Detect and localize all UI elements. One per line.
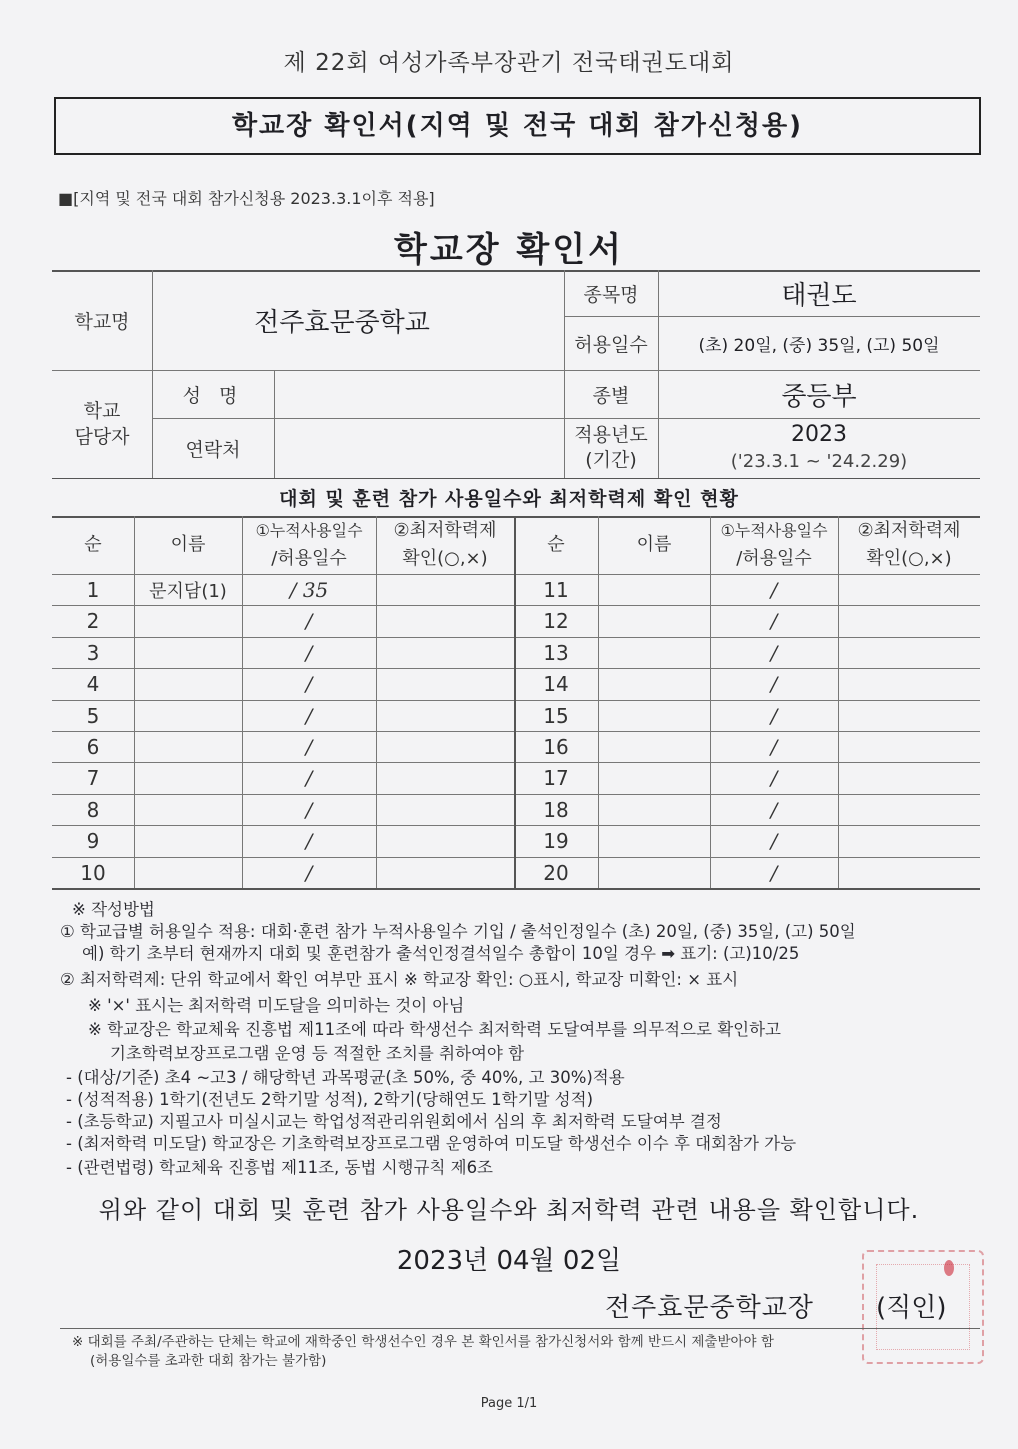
row-name — [134, 605, 242, 636]
row-check — [376, 668, 514, 699]
row-no: 19 — [543, 828, 569, 853]
row-name — [134, 637, 242, 668]
year-value-cell — [658, 418, 980, 478]
row-name — [598, 825, 710, 856]
footer-note — [72, 1333, 774, 1371]
header-no: 순 — [84, 534, 102, 555]
note-line: ※ 학교장은 학교체육 진흥법 제11조에 따라 학생선수 최저학력 도달여부를 의무적으로 확인하고 — [88, 1020, 781, 1039]
row-no: 1 — [86, 577, 100, 602]
row-days: / — [770, 640, 778, 665]
row-check — [838, 762, 980, 793]
row-check — [376, 825, 514, 856]
event-label: 종목명 — [583, 283, 639, 306]
header-academic-line1: ②최저학력제 — [857, 520, 961, 541]
apply-note: ■[지역 및 전국 대회 참가신청용 2023.3.1이후 적용] — [58, 189, 435, 208]
row-check — [376, 794, 514, 825]
row-check — [838, 574, 980, 605]
row-no: 13 — [543, 640, 569, 665]
header-academic — [376, 516, 514, 574]
row-name — [598, 857, 710, 888]
row-name — [134, 762, 242, 793]
row-days: / 35 — [289, 577, 329, 602]
row-days: / — [305, 608, 313, 633]
period-value: ('23.3.1 ~ '24.2.29) — [730, 451, 908, 472]
row-no: 12 — [543, 608, 569, 633]
row-days: / — [770, 797, 778, 822]
row-name — [134, 731, 242, 762]
note-line: ② 최저학력제: 단위 학교에서 확인 여부만 표시 ※ 학교장 확인: ○표시, 학교장 미확인: × 표시 — [60, 970, 739, 989]
header-days — [242, 516, 376, 574]
row-check — [838, 637, 980, 668]
issue-date: 2023년 04월 02일 — [396, 1246, 622, 1276]
row-days: / — [770, 765, 778, 790]
row-name — [134, 857, 242, 888]
row-no: 16 — [543, 734, 569, 759]
row-check — [376, 637, 514, 668]
row-name — [598, 668, 710, 699]
page-number: Page 1/1 — [480, 1396, 538, 1411]
footer-line: (허용일수를 초과한 대회 참가는 불가함) — [90, 1353, 327, 1369]
year-label: 적용년도 — [574, 424, 648, 446]
row-no: 15 — [543, 703, 569, 728]
note-line: - (최저학력 미도달) 학교장은 기초학력보장프로그램 운영하여 미도달 학생선수 이수 후 대회참가 가능 — [66, 1134, 797, 1153]
event-value: 태권도 — [781, 280, 857, 311]
section-title: 대회 및 훈련 참가 사용일수와 최저학력제 확인 현황 — [279, 488, 739, 510]
footer-line: ※ 대회를 주최/주관하는 단체는 학교에 재학중인 학생선수인 경우 본 확인서를 참가신청서와 함께 반드시 제출받아야 함 — [72, 1334, 774, 1350]
row-check — [376, 857, 514, 888]
form-title-box: 학교장 확인서(지역 및 전국 대회 참가신청용) — [54, 97, 981, 155]
principal-title: 전주효문중학교장 — [605, 1293, 814, 1323]
row-no: 9 — [86, 828, 100, 853]
row-name: 문지담(1) — [149, 580, 227, 602]
note-line: - (초등학교) 지필고사 미실시교는 학업성적관리위원회에서 심의 후 최저학력 도달여부 결정 — [66, 1112, 722, 1131]
row-days: / — [770, 734, 778, 759]
row-name — [598, 637, 710, 668]
row-check — [838, 605, 980, 636]
header-days-line2: /허용일수 — [271, 548, 347, 569]
row-check — [376, 762, 514, 793]
row-days: / — [305, 671, 313, 696]
header-no: 순 — [547, 534, 565, 555]
row-name — [598, 731, 710, 762]
header-academic-line1: ②최저학력제 — [393, 520, 497, 541]
note-line: 예) 학기 초부터 현재까지 대회 및 훈련참가 출석인정결석일수 총합이 10일 경우 ➡ 표기: (고)10/25 — [82, 944, 800, 963]
row-days: / — [305, 734, 313, 759]
note-line: ※ '×' 표시는 최저학력 미도달을 의미하는 것이 아님 — [88, 996, 465, 1015]
note-line: - (성적적용) 1학기(전년도 2학기말 성적), 2학기(당해연도 1학기말 성적) — [66, 1090, 594, 1109]
row-days: / — [305, 703, 313, 728]
year-label-cell — [564, 418, 658, 478]
row-check — [838, 857, 980, 888]
row-name — [134, 668, 242, 699]
row-name — [598, 574, 710, 605]
info-table — [52, 270, 980, 480]
header-name: 이름 — [636, 534, 672, 555]
note-line: 기초학력보장프로그램 운영 등 적절한 조치를 취하여야 함 — [110, 1044, 525, 1063]
header-days-line1: ①누적사용일수 — [720, 521, 828, 540]
manager-name-label: 성 명 — [182, 384, 244, 407]
note-line: - (대상/기준) 초4 ~고3 / 해당학년 과목평균(초 50%, 중 40%, 고 30%)적용 — [66, 1068, 625, 1087]
row-days: / — [305, 765, 313, 790]
note-line: ① 학교급별 허용일수 적용: 대회·훈련 참가 누적사용일수 기입 / 출석인정일수 (초) 20일, (중) 35일, (고) 50일 — [60, 922, 856, 941]
allowed-days-label: 허용일수 — [574, 333, 648, 356]
row-no: 5 — [86, 703, 100, 728]
header-days — [710, 516, 838, 574]
row-no: 8 — [86, 797, 100, 822]
row-check — [376, 700, 514, 731]
main-title: 학교장 확인서 — [394, 230, 624, 270]
footer-divider — [60, 1328, 980, 1329]
header-days-line1: ①누적사용일수 — [255, 521, 363, 540]
row-days: / — [770, 577, 778, 602]
row-no: 6 — [86, 734, 100, 759]
row-no: 18 — [543, 797, 569, 822]
allowed-days-value: (초) 20일, (중) 35일, (고) 50일 — [698, 335, 940, 356]
row-days: / — [770, 860, 778, 885]
confirmation-statement: 위와 같이 대회 및 훈련 참가 사용일수와 최저학력 관련 내용을 확인합니다. — [98, 1196, 920, 1224]
row-name — [134, 825, 242, 856]
manager-contact-value — [274, 418, 564, 478]
year-value: 2023 — [791, 422, 847, 447]
row-name — [134, 700, 242, 731]
row-days: / — [770, 828, 778, 853]
row-days: / — [305, 828, 313, 853]
header-academic — [838, 516, 980, 574]
division-label: 종별 — [592, 384, 630, 407]
header-academic-line2: 확인(○,×) — [866, 548, 952, 569]
row-check — [838, 668, 980, 699]
row-no: 10 — [80, 860, 106, 885]
row-check — [376, 605, 514, 636]
row-name — [134, 794, 242, 825]
header-academic-line2: 확인(○,×) — [402, 548, 488, 569]
division-value: 중등부 — [781, 381, 857, 412]
note-line: - (관련법령) 학교체육 진흥법 제11조, 동법 시행규칙 제6조 — [66, 1158, 493, 1177]
note-line: ※ 작성방법 — [72, 900, 155, 919]
manager-contact-label: 연락처 — [185, 438, 241, 461]
header-name: 이름 — [170, 534, 206, 555]
seal-label: (직인) — [876, 1293, 947, 1323]
row-no: 7 — [86, 765, 100, 790]
participation-table — [52, 516, 980, 888]
row-name — [598, 605, 710, 636]
row-check — [838, 700, 980, 731]
row-check — [376, 731, 514, 762]
row-name — [598, 762, 710, 793]
row-no: 11 — [543, 577, 569, 602]
event-header: 제 22회 여성가족부장관기 전국태권도대회 — [283, 50, 735, 76]
row-days: / — [305, 860, 313, 885]
row-no: 14 — [543, 671, 569, 696]
row-no: 17 — [543, 765, 569, 790]
row-no: 2 — [86, 608, 100, 633]
manager-label: 학교 담당자 — [74, 400, 130, 448]
row-days: / — [305, 797, 313, 822]
row-no: 20 — [543, 860, 569, 885]
row-name — [598, 700, 710, 731]
row-check — [376, 574, 514, 605]
manager-name-value — [274, 370, 564, 418]
row-name — [598, 794, 710, 825]
row-no: 3 — [86, 640, 100, 665]
school-name-label: 학교명 — [74, 310, 130, 333]
row-check — [838, 794, 980, 825]
row-check — [838, 825, 980, 856]
row-check — [838, 731, 980, 762]
header-days-line2: /허용일수 — [736, 548, 812, 569]
school-name-value: 전주효문중학교 — [254, 307, 430, 338]
row-days: / — [770, 671, 778, 696]
row-no: 4 — [86, 671, 100, 696]
row-days: / — [305, 640, 313, 665]
row-days: / — [770, 703, 778, 728]
row-days: / — [770, 608, 778, 633]
period-label: (기간) — [585, 449, 637, 471]
